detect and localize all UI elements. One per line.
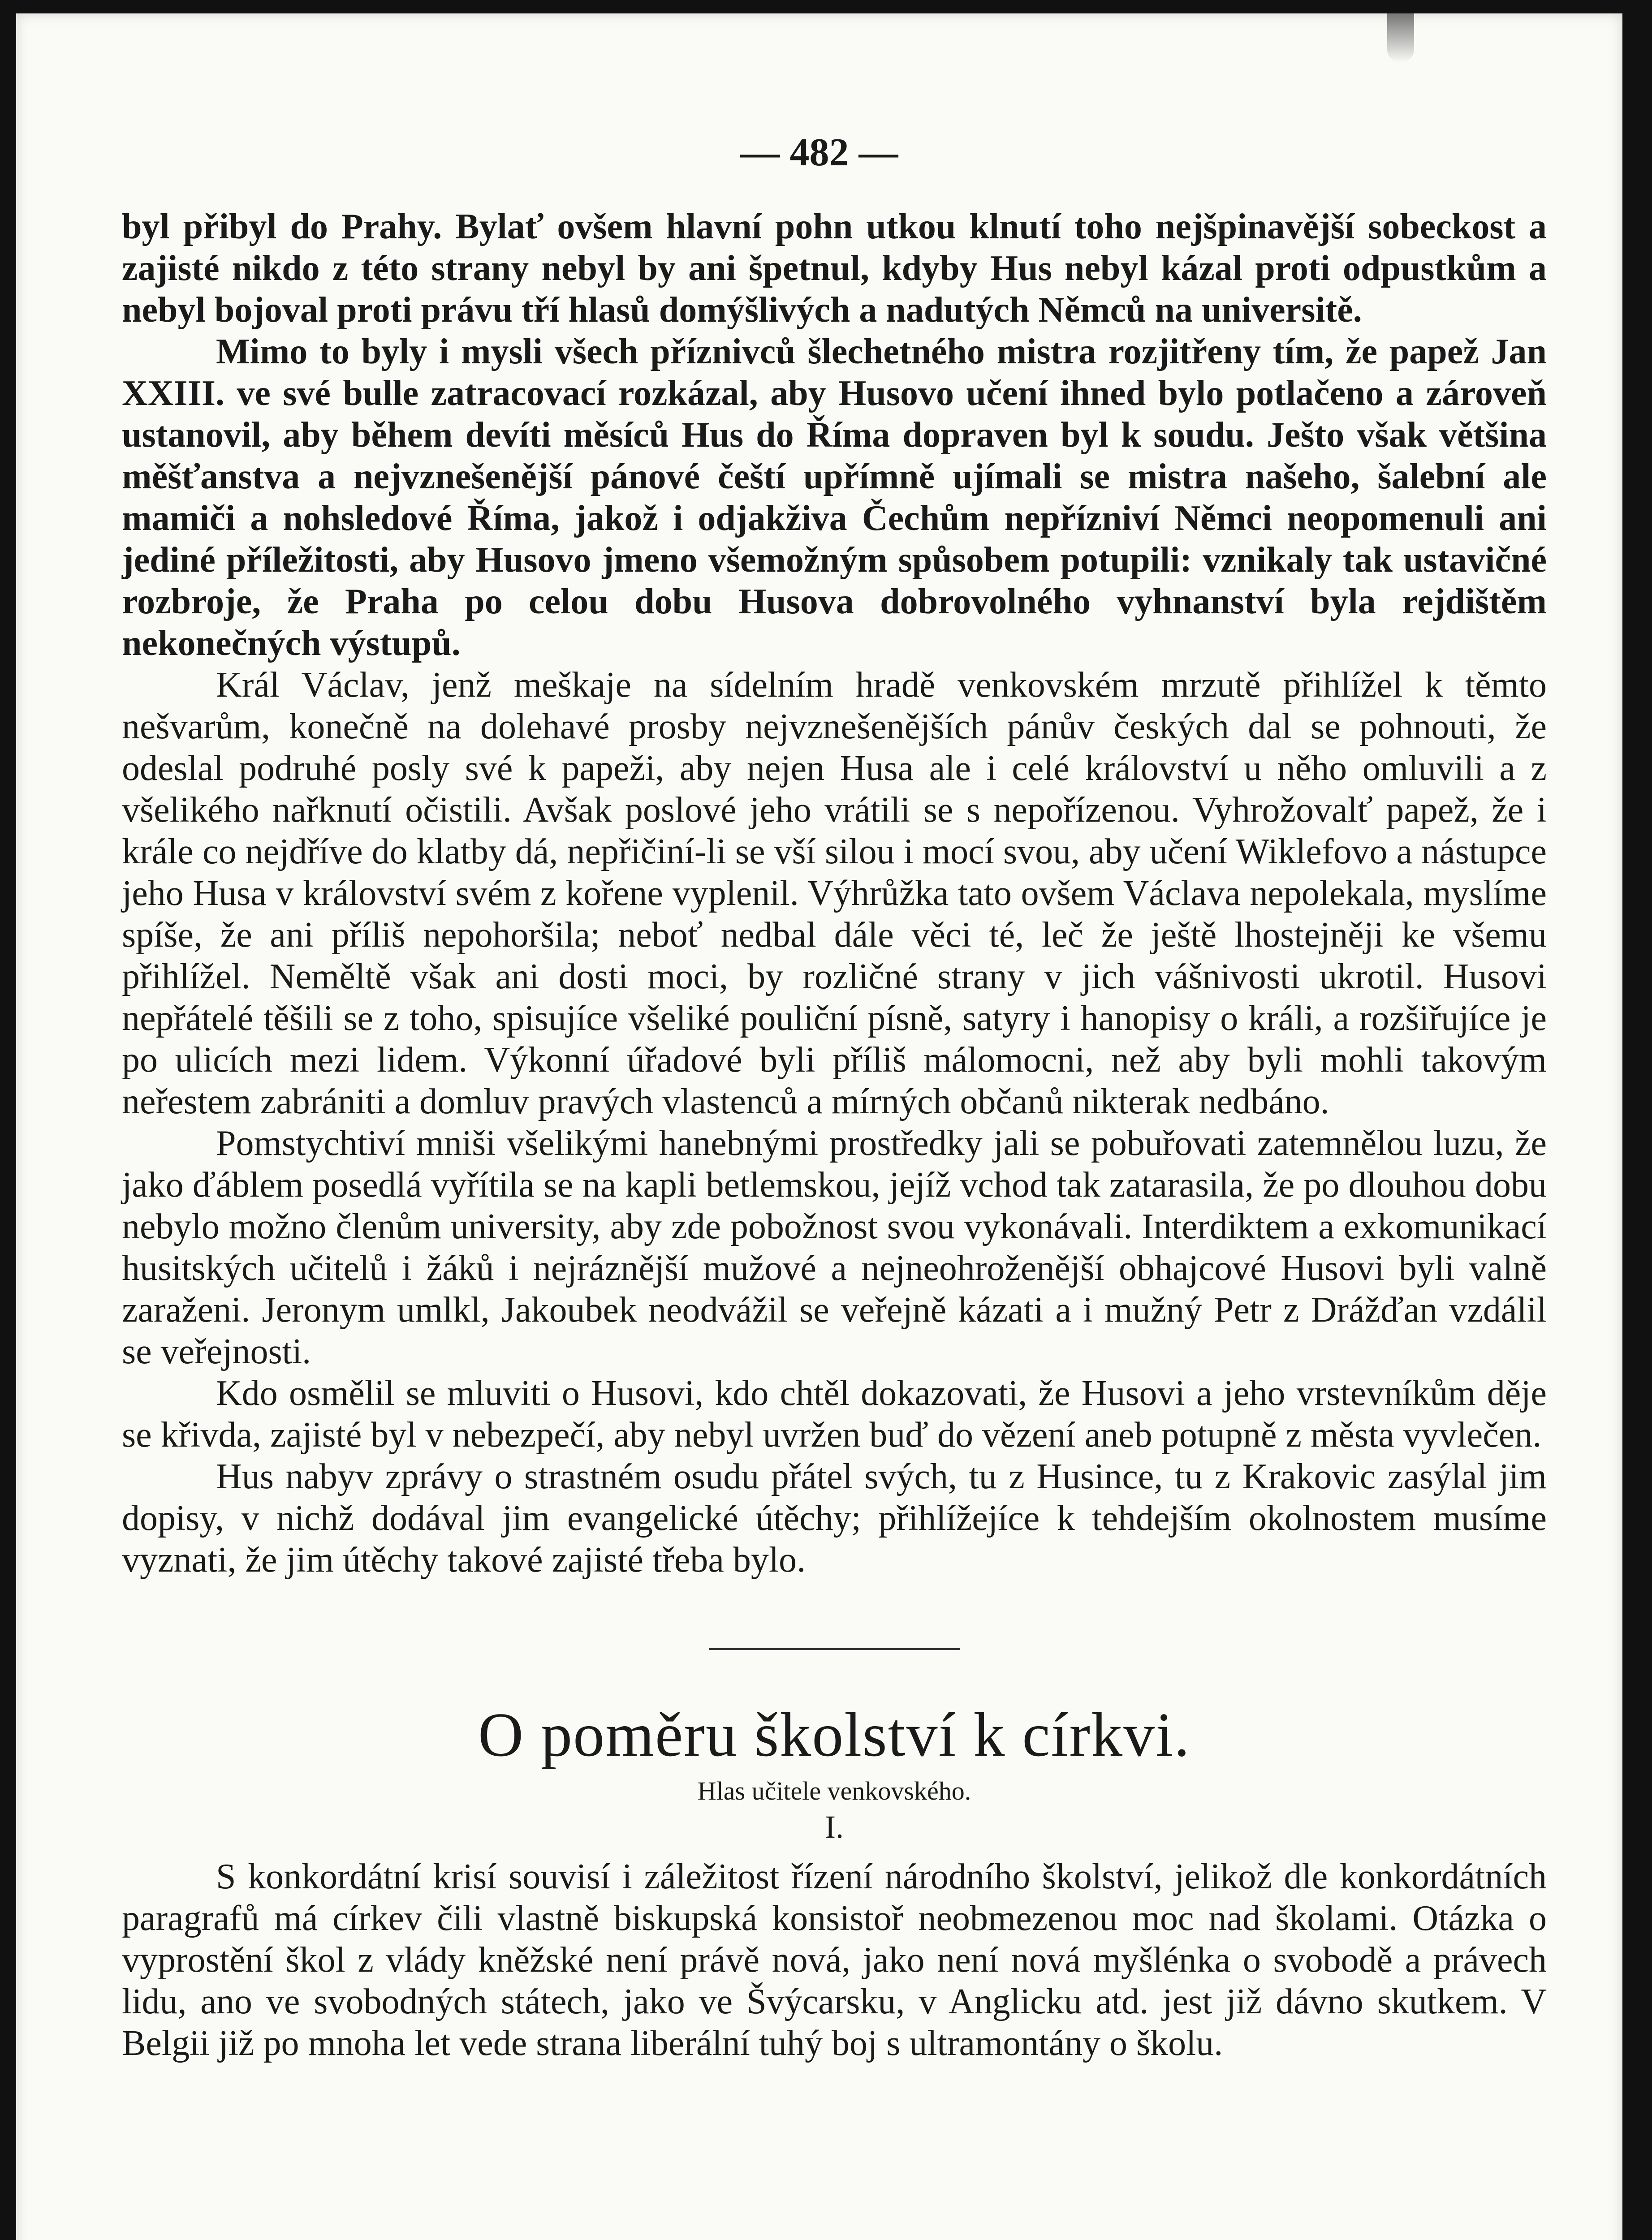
paragraph-5: Kdo osmělil se mluviti o Husovi, kdo chtěl dokazovati, že Husovi a jeho vrstevníkům děje se křivda, zajisté byl v nebezpečí, aby nebyl uvržen buď do vězení aneb potupně z města vyvlečen. <box>122 1374 1547 1455</box>
page-number: — 482 — <box>740 131 898 174</box>
section-subtitle: Hlas učitele venkovského. <box>697 1776 971 1805</box>
section-title: O poměru školství k církvi. <box>478 1700 1190 1770</box>
paragraph-4: Pomstychtiví mniši všelikými hanebnými prostředky jali se pobuřovati zatemnělou luzu, že jako ďáblem posedlá vyřítila se na kapli betlemskou, jejíž vchod tak zatarasila, že po dlouhou dobu nebylo možno členům university, aby zde pobožnost svou vykonávali. Interdiktem a exkomunikací husitských učitelů i žáků i nejráznější mužové a nejneohroženější obhajcové Husovi byli valně zaraženi. Jeronym umlkl, Jakoubek neodvážil se veřejně kázati a i mužný Petr z Drážďan vzdálil se veřejnosti. <box>122 1124 1547 1371</box>
scanned-page <box>16 13 1622 2240</box>
paragraph-6: Hus nabyv zprávy o strastném osudu přátel svých, tu z Husince, tu z Krakovic zasýlal jim dopisy, v nichž dodával jim evangelické útěchy; přihlížejíce k tehdejším okolnostem musíme vyznati, že jim útěchy takové zajisté třeba bylo. <box>122 1457 1547 1580</box>
page-body <box>122 206 1547 2064</box>
paragraph-1: byl přibyl do Prahy. Bylať ovšem hlavní pohn utkou klnutí toho nejšpinavější sobeckost a zajisté nikdo z této strany nebyl by ani špetnul, kdyby Hus nebyl kázal proti odpustkům a nebyl bojoval proti právu tří hlasů domýšlivých a nadutých Němců na universitě. <box>122 207 1547 330</box>
paragraph-2: Mimo to byly i mysli všech příznivců šlechetného mistra rozjitřeny tím, že papež Jan XXIII. ve své bulle zatracovací rozkázal, aby Husovo učení ihned bylo potlačeno a zároveň ustanovil, aby během devíti měsíců Hus do Říma dopraven byl k soudu. Ješto však většina měšťanstva a nejvznešenější pánové čeští upřímně ujímali se mistra našeho, šalební ale mamiči a nohsledové Říma, jakož i odjakživa Čechům nepřízniví Němci neopomenuli ani jediné příležitosti, aby Husovo jmeno všemožným spůsobem potupili: vznikaly tak ustavičné rozbroje, že Praha po celou dobu Husova dobrovolného vyhnanství byla rejdištěm nekonečných výstupů. <box>122 332 1547 663</box>
scan-artifact <box>1387 13 1414 63</box>
paragraph-3: Král Václav, jenž meškaje na sídelním hradě venkovském mrzutě přihlížel k těmto nešvarům, konečně na dolehavé prosby nejvznešenějších pánův českých dal se pohnouti, že odeslal podruhé posly své k papeži, aby nejen Husa ale i celé království u něho omluvili a z všelikého nařknutí očistili. Avšak poslové jeho vrátili se s nepořízenou. Vyhrožovalť papež, že i krále co nejdříve do klatby dá, nepřičiní-li se vší silou i mocí svou, aby učení Wiklefovo a nástupce jeho Husa v království svém z kořene vyplenil. Výhrůžka tato ovšem Václava nepolekala, myslíme spíše, že ani příliš nepohoršila; neboť nedbal dále věci té, leč že ještě lhostejněji ke všemu přihlížel. Neměltě však ani dosti moci, by rozličné strany v jich vášnivosti ukrotil. Husovi nepřátelé těšili se z toho, spisujíce všeliké pouliční písně, satyry i hanopisy o králi, a rozšiřujíce je po ulicích mezi lidem. Výkonní úřadové byli příliš málomocni, než aby byli mohli takovým neřestem zabrániti a domluv pravých vlastenců a mírných občanů nikterak nedbáno. <box>122 665 1547 1121</box>
section-paragraph-1: S konkordátní krisí souvisí i záležitost řízení národního školství, jelikož dle konkordátních paragrafů má církev čili vlastně biskupská konsistoř neobmezenou moc nad školami. Otázka o vyprostění škol z vlády kněžské není právě nová, jako není nová myšlénka o svobodě a právech lidu, ano ve svobodných státech, jako ve Švýcarsku, v Anglicku atd. jest již dávno skutkem. V Belgii již po mnoha let vede strana liberální tuhý boj s ultramontány o školu. <box>122 1857 1547 2063</box>
section-divider <box>709 1648 960 1650</box>
section-numeral: I. <box>825 1809 844 1845</box>
